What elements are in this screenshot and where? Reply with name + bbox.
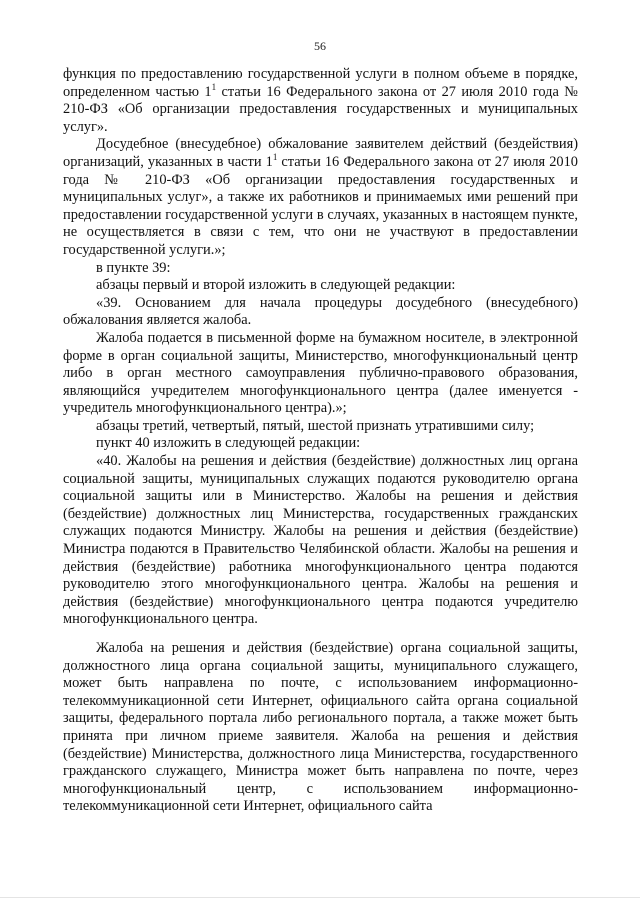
scan-edge-line [0, 897, 640, 898]
paragraph-1: функция по предоставлению государственной услуги в полном объеме в порядке, определенном частью $1^1$ статьи 16 Федерального закона от 27 июля 2010 года № 210-ФЗ «Об организации предоставления государственных и муниципальных услуг». [63, 66, 578, 135]
paragraph-8: пункт 40 изложить в следующей редакции: [96, 435, 361, 452]
paragraph-2: Досудебное (внесудебное) обжалование заявителем действий (бездействия) организаций, указанных в части $1^1$ статьи 16 Федерального закона от 27 июля 2010 года № 210-ФЗ «Об организации предоставления государственных и муниципальных услуг», а также их работников и принимаемых ими решений при предоставлении государственной услуги в случаях, указанных в настоящем пункте, не осуществляется в связи с тем, что они не участвуют в предоставлении государственной услуги.»; [63, 136, 578, 258]
footnote-superscript: 1 [211, 81, 217, 92]
page-number: 56 [314, 39, 326, 53]
paragraph-5: «39. Основанием для начала процедуры досудебного (внесудебного) обжалования является жалоба. [63, 294, 578, 329]
paragraph-7: абзацы третий, четвертый, пятый, шестой признать утратившими силу; [96, 417, 535, 434]
paragraph-3: в пункте 39: [96, 259, 171, 276]
footnote-superscript: 1 [272, 152, 278, 163]
paragraph-6: Жалоба подается в письменной форме на бумажном носителе, в электронной форме в орган социальной защиты, Министерство, многофункциональный центр либо в орган местного самоуправления публично-правового образования, являющийся учредителем многофункционального центра (далее именуется - учредитель многофункционального центра).»; [63, 329, 578, 417]
document-body [63, 66, 578, 816]
paragraph-9: «40. Жалобы на решения и действия (бездействие) должностных лиц органа социальной защиты, муниципальных служащих подаются руководителю органа социальной защиты или в Министерство. Жалобы на решения и действия (бездействие) должностных лиц Министерства, государственных гражданских служащих подаются Министру. Жалобы на решения и действия (бездействие) Министра подаются в Правительство Челябинской области. Жалобы на решения и действия (бездействие) работника многофункционального центра подаются руководителю этого многофункционального центра. Жалобы на решения и действия (бездействие) многофункционального центра подаются учредителю многофункционального центра. [63, 453, 578, 628]
paragraph-10: Жалоба на решения и действия (бездействие) органа социальной защиты, должностного лица органа социальной защиты, муниципального служащего, может быть направлена по почте, с использованием информационно-телекоммуникационной сети Интернет, официального сайта органа социальной защиты, федерального портала либо регионального портала, а также может быть принята при личном приеме заявителя. Жалоба на решения и действия (бездействие) Министерства, должностного лица Министерства, государственного гражданского служащего, Министра может быть направлена по почте, через многофункциональный центр, с использованием информационно-телекоммуникационной сети Интернет, официального сайта [63, 640, 578, 815]
paragraph-4: абзацы первый и второй изложить в следующей редакции: [96, 277, 456, 294]
